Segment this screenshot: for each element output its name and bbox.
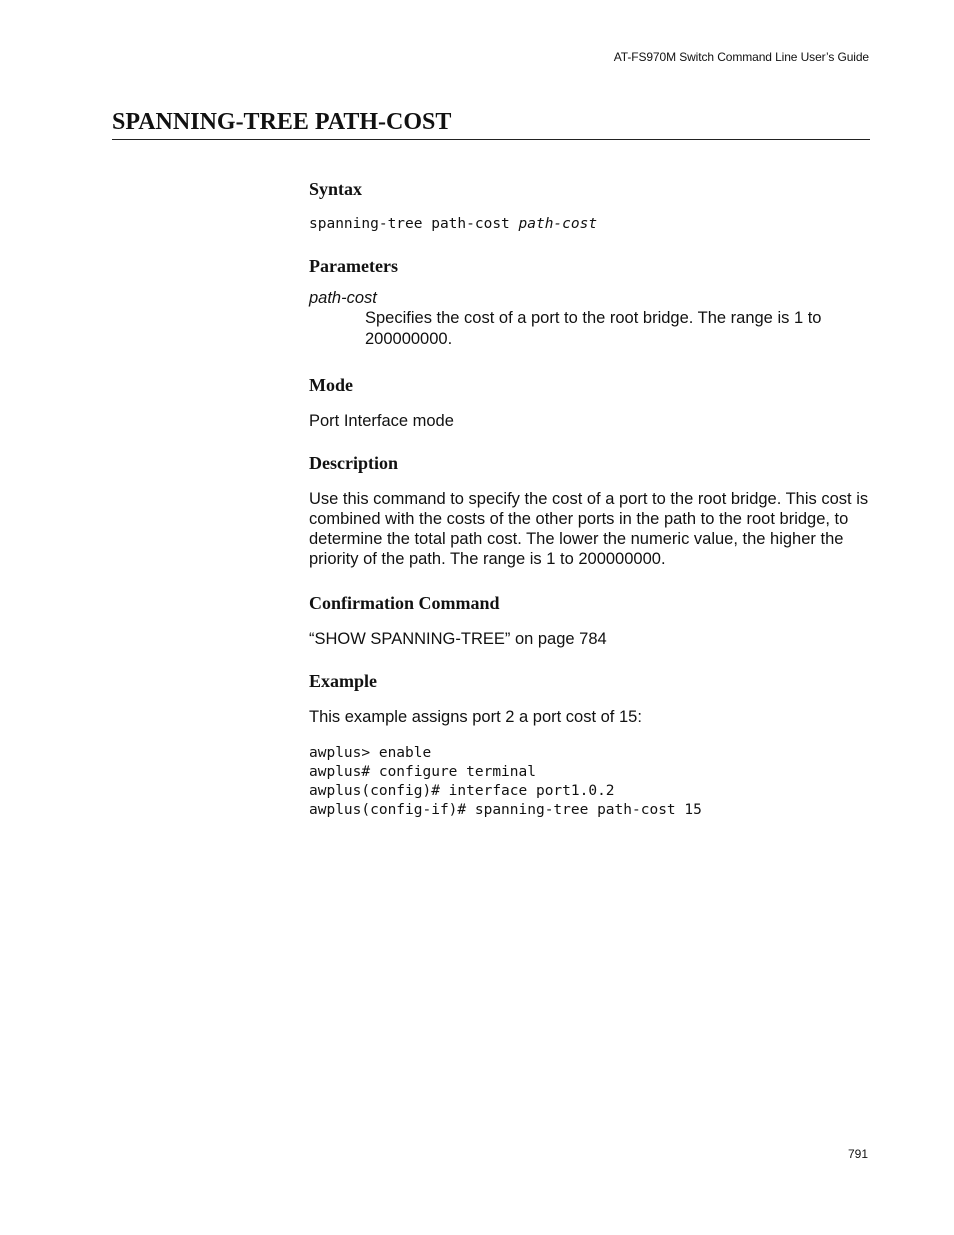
description-section	[309, 452, 874, 569]
parameters-heading: Parameters	[309, 256, 398, 276]
page-number: 791	[847, 1147, 868, 1161]
example-code-line: awplus(config)# interface port1.0.2	[309, 783, 615, 799]
description-heading: Description	[309, 453, 398, 473]
syntax-command-keyword: spanning-tree path-cost	[309, 216, 519, 232]
description-text: Use this command to specify the cost of a port to the root bridge. This cost is combined with the costs of the other ports in the path to the root bridge, to determine the total path cost. The lower the numeric value, the higher the priority of the path. The range is 1 to 200000000.	[309, 490, 869, 568]
example-heading: Example	[309, 671, 378, 691]
syntax-section	[309, 178, 874, 234]
example-section	[309, 670, 874, 820]
example-code-line: awplus# configure terminal	[309, 764, 536, 780]
example-code-line: awplus(config-if)# spanning-tree path-cost 15	[309, 802, 702, 818]
parameters-section	[309, 255, 874, 350]
running-header: AT-FS970M Switch Command Line User’s Guide	[613, 50, 869, 64]
syntax-command	[309, 215, 874, 234]
syntax-command-argument: path-cost	[518, 216, 598, 232]
page-title: SPANNING-TREE PATH-COST	[112, 108, 870, 140]
confirmation-heading: Confirmation Command	[309, 593, 500, 613]
mode-heading: Mode	[309, 375, 353, 395]
confirmation-link: “SHOW SPANNING-TREE” on page 784	[309, 630, 607, 648]
mode-text: Port Interface mode	[309, 412, 454, 430]
parameter-description: Specifies the cost of a port to the root bridge. The range is 1 to 200000000.	[365, 309, 822, 348]
parameter-name: path-cost	[309, 289, 377, 307]
example-intro: This example assigns port 2 a port cost of 15:	[309, 708, 642, 726]
syntax-heading: Syntax	[309, 179, 363, 199]
confirmation-section	[309, 592, 874, 649]
example-code-line: awplus> enable	[309, 745, 432, 761]
mode-section	[309, 374, 874, 431]
command-reference-body	[309, 178, 874, 841]
